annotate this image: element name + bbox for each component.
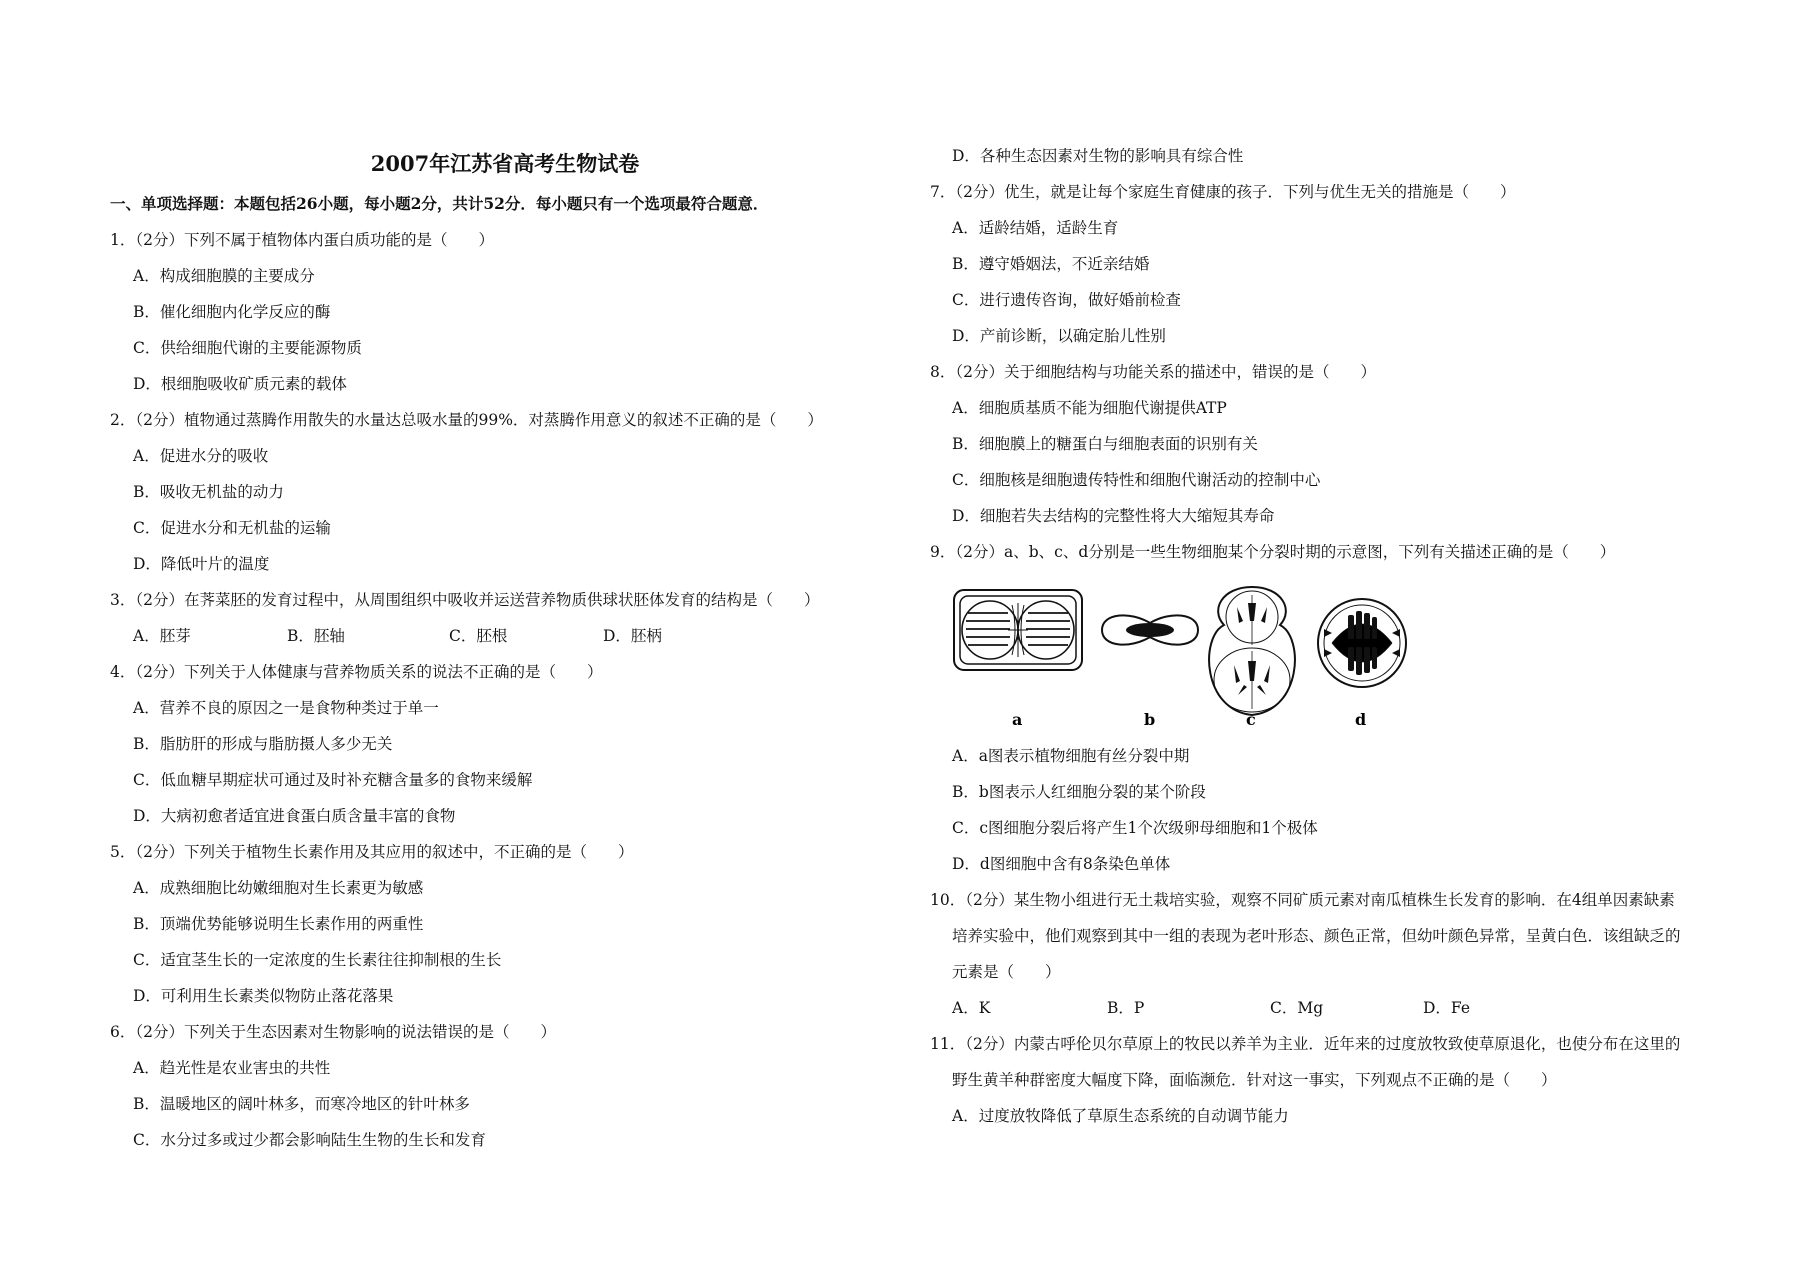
question-4-option-c: C．低血糖早期症状可通过及时补充糖含量多的食物来缓解 bbox=[133, 771, 533, 789]
section-heading: 一、单项选择题：本题包括26小题，每小题2分，共计52分．每小题只有一个选项最符合题意． bbox=[110, 194, 769, 213]
question-10-stem-line2: 培养实验中，他们观察到其中一组的表现为老叶形态、颜色正常，但幼叶颜色异常，呈黄白色．该组缺乏的 bbox=[952, 927, 1681, 945]
figure-label-a: a bbox=[1012, 710, 1023, 729]
question-8-option-c: C．细胞核是细胞遗传特性和细胞代谢活动的控制中心 bbox=[952, 471, 1321, 489]
question-3-option-b: B．胚轴 bbox=[287, 627, 345, 645]
question-6-option-b: B．温暖地区的阔叶林多，而寒冷地区的针叶林多 bbox=[133, 1095, 470, 1113]
question-5-option-c: C．适宜茎生长的一定浓度的生长素往往抑制根的生长 bbox=[133, 951, 502, 969]
question-9-option-c: C．c图细胞分裂后将产生1个次级卵母细胞和1个极体 bbox=[952, 819, 1318, 837]
question-7-option-d: D．产前诊断，以确定胎儿性别 bbox=[952, 327, 1166, 345]
question-4-option-a: A．营养不良的原因之一是食物种类过于单一 bbox=[133, 699, 439, 717]
question-10-options bbox=[952, 997, 1552, 1019]
page-title: 2007年江苏省高考生物试卷 bbox=[370, 151, 640, 176]
question-11-stem-line2: 野生黄羊种群密度大幅度下降，面临濒危．针对这一事实，下列观点不正确的是（ ） bbox=[952, 1071, 1557, 1089]
question-4-option-d: D．大病初愈者适宜进食蛋白质含量丰富的食物 bbox=[133, 807, 456, 825]
question-10-option-d: D．Fe bbox=[1423, 999, 1471, 1017]
question-5-option-a: A．成熟细胞比幼嫩细胞对生长素更为敏感 bbox=[133, 879, 424, 897]
figure-label-d: d bbox=[1355, 710, 1367, 729]
question-1-option-c: C．供给细胞代谢的主要能源物质 bbox=[133, 339, 362, 357]
cell-diagram-c bbox=[1209, 587, 1295, 715]
cell-division-figure bbox=[952, 585, 1452, 735]
question-5-option-b: B．顶端优势能够说明生长素作用的两重性 bbox=[133, 915, 424, 933]
question-2-option-d: D．降低叶片的温度 bbox=[133, 555, 270, 573]
figure-label-b: b bbox=[1144, 710, 1156, 729]
question-6-stem: 6．（2分）下列关于生态因素对生物影响的说法错误的是（ ） bbox=[110, 1023, 556, 1041]
cell-diagram-b bbox=[1102, 615, 1198, 644]
question-11-option-a: A．过度放牧降低了草原生态系统的自动调节能力 bbox=[952, 1107, 1289, 1125]
question-3-option-d: D．胚柄 bbox=[603, 627, 662, 645]
question-1-stem: 1．（2分）下列不属于植物体内蛋白质功能的是（ ） bbox=[110, 231, 494, 249]
question-3-option-a: A．胚芽 bbox=[133, 627, 191, 645]
question-9-option-a: A．a图表示植物细胞有丝分裂中期 bbox=[952, 747, 1190, 765]
question-2-stem: 2．（2分）植物通过蒸腾作用散失的水量达总吸水量的99%．对蒸腾作用意义的叙述不正确的是（ ） bbox=[110, 411, 823, 429]
question-10-stem-line1: 10．（2分）某生物小组进行无土栽培实验，观察不同矿质元素对南瓜植株生长发育的影响．在4组单因素缺素 bbox=[930, 891, 1675, 909]
figure-label-c: c bbox=[1246, 710, 1256, 729]
question-5-stem: 5．（2分）下列关于植物生长素作用及其应用的叙述中，不正确的是（ ） bbox=[110, 843, 634, 861]
cell-diagram-a bbox=[954, 590, 1082, 670]
question-10-option-a: A．K bbox=[952, 999, 991, 1017]
question-1-option-a: A．构成细胞膜的主要成分 bbox=[133, 267, 315, 285]
question-1-option-d: D．根细胞吸收矿质元素的载体 bbox=[133, 375, 347, 393]
question-2-option-c: C．促进水分和无机盐的运输 bbox=[133, 519, 331, 537]
question-7-option-c: C．进行遗传咨询，做好婚前检查 bbox=[952, 291, 1181, 309]
question-3-stem: 3．（2分）在荠菜胚的发育过程中，从周围组织中吸收并运送营养物质供球状胚体发育的结构是（ ） bbox=[110, 591, 820, 609]
question-4-stem: 4．（2分）下列关于人体健康与营养物质关系的说法不正确的是（ ） bbox=[110, 663, 603, 681]
question-10-stem-line3: 元素是（ ） bbox=[952, 963, 1061, 981]
question-9-option-d: D．d图细胞中含有8条染色单体 bbox=[952, 855, 1171, 873]
question-6-option-d: D．各种生态因素对生物的影响具有综合性 bbox=[952, 147, 1244, 165]
question-6-option-c: C．水分过多或过少都会影响陆生生物的生长和发育 bbox=[133, 1131, 486, 1149]
question-10-option-b: B．P bbox=[1107, 999, 1145, 1017]
question-1-option-b: B．催化细胞内化学反应的酶 bbox=[133, 303, 331, 321]
question-3-option-c: C．胚根 bbox=[449, 627, 508, 645]
question-7-option-a: A．适龄结婚，适龄生育 bbox=[952, 219, 1119, 237]
question-2-option-a: A．促进水分的吸收 bbox=[133, 447, 269, 465]
question-10-option-c: C．Mg bbox=[1270, 999, 1324, 1017]
question-8-stem: 8．（2分）关于细胞结构与功能关系的描述中，错误的是（ ） bbox=[930, 363, 1376, 381]
question-8-option-a: A．细胞质基质不能为细胞代谢提供ATP bbox=[952, 399, 1227, 417]
question-2-option-b: B．吸收无机盐的动力 bbox=[133, 483, 284, 501]
question-8-option-b: B．细胞膜上的糖蛋白与细胞表面的识别有关 bbox=[952, 435, 1258, 453]
question-6-option-a: A．趋光性是农业害虫的共性 bbox=[133, 1059, 331, 1077]
question-3-options bbox=[133, 625, 733, 647]
question-4-option-b: B．脂肪肝的形成与脂肪摄人多少无关 bbox=[133, 735, 393, 753]
cell-diagram-d bbox=[1318, 599, 1406, 687]
question-11-stem-line1: 11．（2分）内蒙古呼伦贝尔草原上的牧民以养羊为主业．近年来的过度放牧致使草原退化，也使分布在这里的 bbox=[930, 1035, 1681, 1053]
question-9-stem: 9．（2分）a、b、c、d分别是一些生物细胞某个分裂时期的示意图，下列有关描述正确的是（ ） bbox=[930, 543, 1616, 561]
question-5-option-d: D．可利用生长素类似物防止落花落果 bbox=[133, 987, 394, 1005]
question-9-option-b: B．b图表示人红细胞分裂的某个阶段 bbox=[952, 783, 1206, 801]
question-7-stem: 7．（2分）优生，就是让每个家庭生育健康的孩子．下列与优生无关的措施是（ ） bbox=[930, 183, 1516, 201]
question-7-option-b: B．遵守婚姻法，不近亲结婚 bbox=[952, 255, 1150, 273]
question-8-option-d: D．细胞若失去结构的完整性将大大缩短其寿命 bbox=[952, 507, 1275, 525]
